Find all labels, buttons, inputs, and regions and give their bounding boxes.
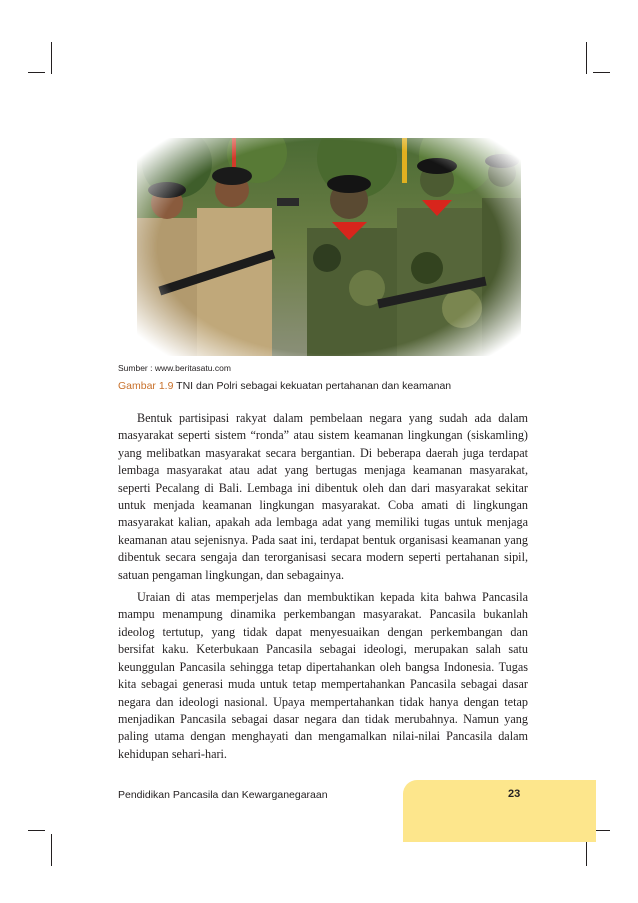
crop-mark (51, 42, 52, 74)
crop-mark (586, 42, 587, 74)
photo-illustration (137, 138, 521, 356)
paragraph: Bentuk partisipasi rakyat dalam pembelaan negara yang sudah ada dalam masyarakat seperti sistem “ronda” atau sistem keamanan lingkungan (siskamling) yang melibatkan masyarakat secara bergantian. Di beberapa daerah juga terdapat lembaga masyarakat atau adat yang bertugas menjaga keamanan masyarakat, seperti Pecalang di Bali. Lembaga ini dibentuk oleh dan dari masyarakat sekitar untuk menjada keamanan lingkungan masyarakat. Coba amati di lingkungan masyarakat kalian, apakah ada lembaga adat yang memiliki tugas untuk menjaga keamanan atau sejenisnya. Pada saat ini, terdapat bentuk organisasi keamanan yang dibentuk secara sengaja dan terorganisasi secara modern seperti pertahanan sipil, satuan pengaman lingkungan, dan sebagainya. (118, 411, 528, 582)
paragraph: Uraian di atas memperjelas dan membuktikan kepada kita bahwa Pancasila mampu menampung dinamika perkembangan masyarakat. Pancasila bukanlah ideolog tertutup, yang tidak dapat menyesuaikan dengan perkembangan dan bersifat kaku. Keterbukaan Pancasila sebagai ideologi, merupakan salah satu keunggulan Pancasila sehingga tetap dipertahankan oleh bangsa Indonesia. Tugas kita sebagai generasi muda untuk tetap mempertahankan Pancasila sebagai dasar negara dan ideologi nasional. Upaya mempertahankan tidak hanya dengan tetap menjadikan Pancasila sebagai dasar negara dan tidak merubahnya. Namun yang paling utama dengan menghayati dan mengamalkan nilai-nilai Pancasila dalam kehidupan sehari-hari. (118, 590, 528, 761)
crop-mark (593, 72, 610, 73)
footer-book-title: Pendidikan Pancasila dan Kewarganegaraan (118, 789, 328, 801)
figure-caption-text: TNI dan Polri sebagai kekuatan pertahanan dan keamanan (173, 380, 452, 392)
figure-source: Sumber : www.beritasatu.com (118, 363, 231, 373)
footer-tab (403, 780, 596, 842)
crop-mark (51, 834, 52, 866)
page-number: 23 (508, 788, 521, 800)
soldiers-parade-photo (137, 138, 521, 356)
crop-mark (28, 72, 45, 73)
figure-label: Gambar 1.9 (118, 380, 174, 392)
figure-caption (118, 380, 451, 392)
body-text (118, 410, 528, 768)
crop-mark (28, 830, 45, 831)
